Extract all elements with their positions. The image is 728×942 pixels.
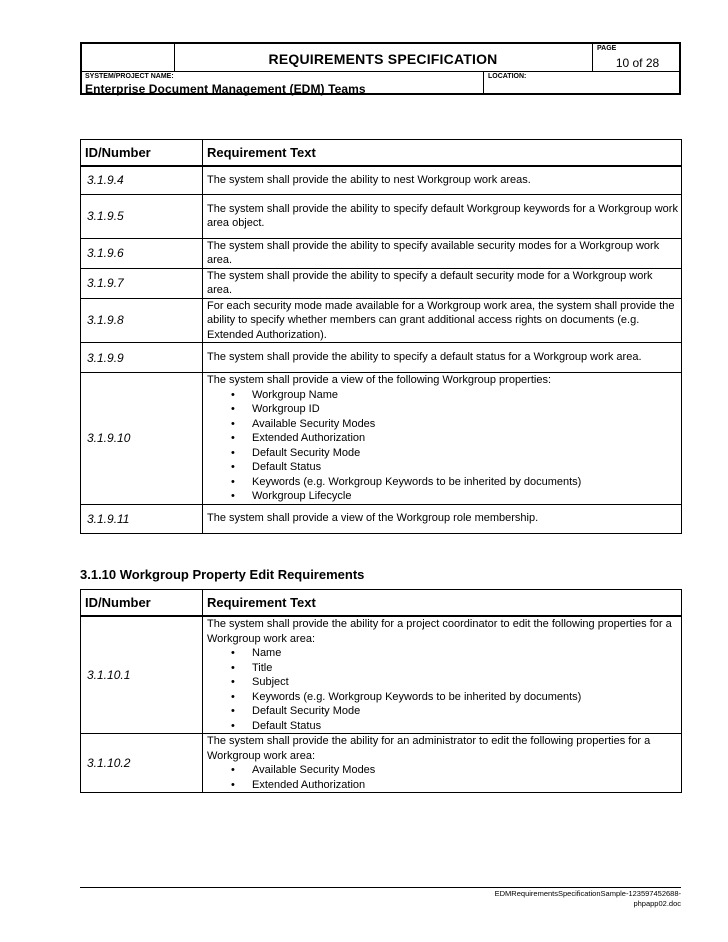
requirement-text: The system shall provide the ability to nest Workgroup work areas. bbox=[203, 166, 682, 194]
requirement-text: The system shall provide the ability to specify a default security mode for a Workgroup work area. bbox=[203, 268, 682, 298]
requirements-table-3-1-9 bbox=[80, 139, 682, 534]
document-header bbox=[80, 42, 681, 95]
system-project-label: SYSTEM/PROJECT NAME: bbox=[85, 73, 174, 80]
requirement-text: The system shall provide a view of the following Workgroup properties: bbox=[207, 374, 552, 386]
footer-line-1: EDMRequirementsSpecificationSample-123597452688- bbox=[494, 889, 681, 898]
requirement-text-cell bbox=[203, 734, 682, 793]
requirement-id: 3.1.9.6 bbox=[81, 238, 203, 268]
requirement-id: 3.1.9.9 bbox=[81, 343, 203, 373]
requirement-text: The system shall provide the ability to specify a default status for a Workgroup work area. bbox=[203, 343, 682, 373]
requirement-id: 3.1.9.8 bbox=[81, 298, 203, 343]
requirement-text: The system shall provide the ability for an administrator to edit the following properties for a Workgroup work area: bbox=[207, 735, 651, 762]
list-item: • Default Status bbox=[252, 719, 678, 734]
column-header-text: Requirement Text bbox=[203, 140, 682, 167]
list-item: • Available Security Modes bbox=[252, 417, 678, 432]
table-row bbox=[81, 504, 682, 533]
location-divider bbox=[483, 71, 485, 93]
column-header-id: ID/Number bbox=[81, 140, 203, 167]
table-row bbox=[81, 734, 682, 793]
page-number: 10 of 28 bbox=[615, 56, 660, 70]
table-row bbox=[81, 616, 682, 734]
list-item: • Default Status bbox=[252, 460, 678, 475]
list-item: • Extended Authorization bbox=[252, 431, 678, 446]
requirement-id: 3.1.9.11 bbox=[81, 504, 203, 533]
list-item: • Extended Authorization bbox=[252, 778, 678, 793]
column-header-id: ID/Number bbox=[81, 590, 203, 617]
table-header-row bbox=[81, 140, 682, 167]
requirement-text-cell bbox=[203, 616, 682, 734]
header-blank-cell bbox=[82, 44, 175, 71]
list-item: • Name bbox=[252, 646, 678, 661]
page-cell bbox=[592, 44, 682, 71]
document-title: REQUIREMENTS SPECIFICATION bbox=[268, 51, 498, 67]
page-label: PAGE bbox=[597, 45, 617, 52]
requirement-id: 3.1.10.2 bbox=[81, 734, 203, 793]
requirements-table-3-1-10 bbox=[80, 589, 682, 793]
footer-rule bbox=[80, 887, 681, 888]
table-row bbox=[81, 166, 682, 194]
table-header-row bbox=[81, 590, 682, 617]
list-item: • Default Security Mode bbox=[252, 704, 678, 719]
footer-filename bbox=[495, 889, 681, 909]
requirement-id: 3.1.10.1 bbox=[81, 616, 203, 734]
requirement-text: The system shall provide the ability for a project coordinator to edit the following properties for a Workgroup work area: bbox=[207, 618, 672, 645]
table-row bbox=[81, 343, 682, 373]
requirement-text: The system shall provide a view of the Workgroup role membership. bbox=[203, 504, 682, 533]
table-row bbox=[81, 298, 682, 343]
bullet-list bbox=[207, 388, 678, 504]
list-item: • Title bbox=[252, 661, 678, 676]
requirement-text-cell bbox=[203, 373, 682, 505]
requirement-id: 3.1.9.5 bbox=[81, 194, 203, 238]
list-item: • Available Security Modes bbox=[252, 763, 678, 778]
requirement-text: For each security mode made available for a Workgroup work area, the system shall provide the ability to specify whether members can grant additional access rights on documents (e.g. Extended Authorization). bbox=[203, 298, 682, 343]
section-heading: 3.1.10 Workgroup Property Edit Requirements bbox=[80, 567, 365, 582]
bullet-list bbox=[207, 763, 678, 792]
list-item: • Keywords (e.g. Workgroup Keywords to be inherited by documents) bbox=[252, 690, 678, 705]
list-item: • Workgroup Name bbox=[252, 388, 678, 403]
column-header-text: Requirement Text bbox=[203, 590, 682, 617]
requirement-id: 3.1.9.10 bbox=[81, 373, 203, 505]
location-label: LOCATION: bbox=[488, 73, 527, 80]
list-item: • Workgroup ID bbox=[252, 402, 678, 417]
footer-line-2: phpapp02.doc bbox=[633, 899, 681, 908]
table-row bbox=[81, 268, 682, 298]
system-project-name: Enterprise Document Management (EDM) Teams bbox=[85, 82, 366, 96]
bullet-list bbox=[207, 646, 678, 733]
table-row bbox=[81, 194, 682, 238]
list-item: • Default Security Mode bbox=[252, 446, 678, 461]
list-item: • Subject bbox=[252, 675, 678, 690]
requirement-id: 3.1.9.4 bbox=[81, 166, 203, 194]
requirement-text: The system shall provide the ability to specify available security modes for a Workgroup work area. bbox=[203, 238, 682, 268]
requirement-id: 3.1.9.7 bbox=[81, 268, 203, 298]
requirement-text: The system shall provide the ability to specify default Workgroup keywords for a Workgroup work area object. bbox=[203, 194, 682, 238]
header-title-row bbox=[82, 44, 679, 72]
table-row bbox=[81, 238, 682, 268]
list-item: • Workgroup Lifecycle bbox=[252, 489, 678, 504]
list-item: • Keywords (e.g. Workgroup Keywords to be inherited by documents) bbox=[252, 475, 678, 490]
table-row bbox=[81, 373, 682, 505]
